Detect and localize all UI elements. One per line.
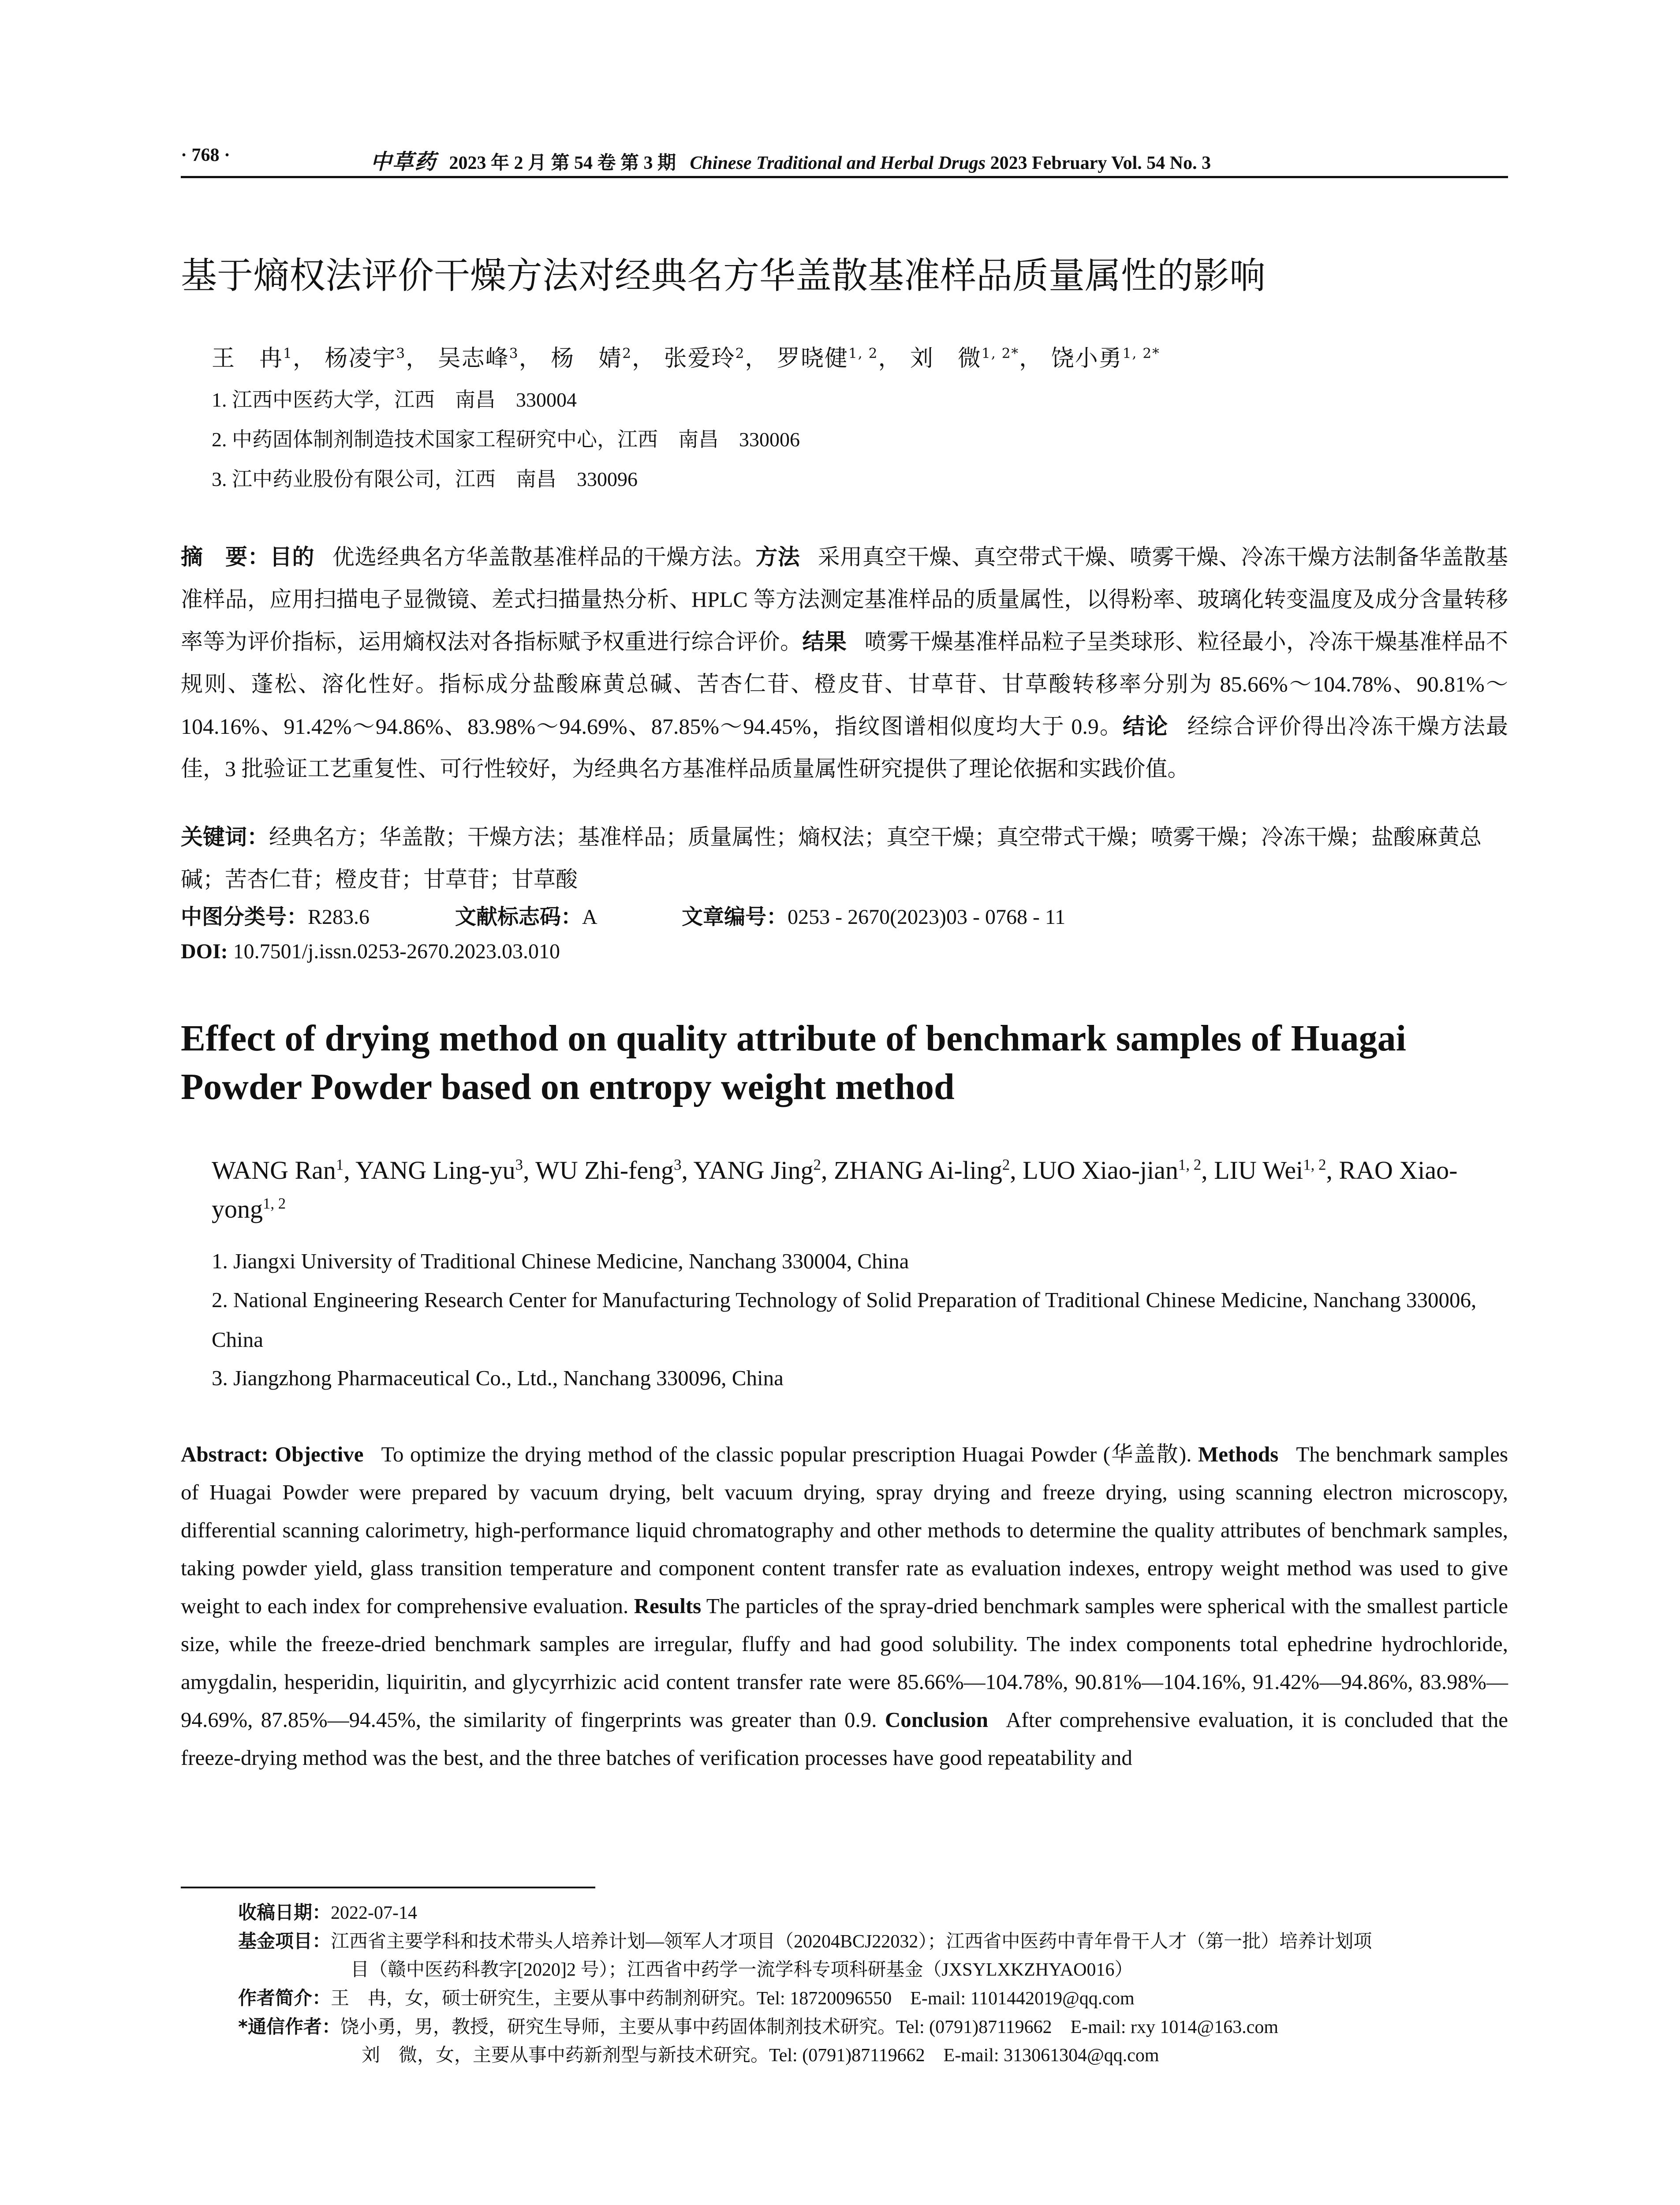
author-cn: 杨 婧$^2$ [551, 345, 632, 372]
classification-line [181, 900, 1065, 930]
doc-code-label: 文献标志码： [455, 904, 582, 929]
title-en: Effect of drying method on quality attribute of benchmark samples of Huagai Powder Powder based on entropy weight method [181, 1018, 1406, 1107]
journal-info [370, 145, 1211, 175]
author-en: LIU Wei$^{1, 2}$ [1214, 1156, 1326, 1185]
received-date: 收稿日期：2022-07-14 [238, 1902, 417, 1923]
journal-name-en: Chinese Traditional and Herbal Drugs [690, 153, 986, 173]
title-cn: 基于熵权法评价干燥方法对经典名方华盖散基准样品质量属性的影响 [181, 255, 1266, 297]
abstract-en [181, 1435, 1508, 1777]
affiliation-cn: 1. 江西中医药大学，江西 南昌 330004 [212, 389, 577, 411]
abstract-label: 摘 要： [181, 544, 270, 570]
objective-text-en: To optimize the drying method of the classic popular prescription Huagai Powder (华盖散). [381, 1442, 1192, 1466]
running-header [181, 140, 1508, 178]
doi-label: DOI: [181, 940, 228, 963]
footnotes [238, 1899, 1508, 2070]
keywords-cn [181, 816, 1508, 901]
author-en: WU Zhi-feng$^3$ [535, 1156, 682, 1185]
methods-label: 方法 [755, 544, 800, 570]
affiliation-en: 2. National Engineering Research Center for Manufacturing Technology of Solid Preparation of Traditional Chinese Medicine, Nanchang 330006, China [212, 1288, 1477, 1352]
corresponding-author: *通信作者：饶小勇，男，教授，研究生导师，主要从事中药固体制剂技术研究。Tel: (0791)87119662 E-mail: rxy 1014@163.com [238, 2016, 1279, 2037]
author-en: LUO Xiao-jian$^{1, 2}$ [1023, 1156, 1202, 1185]
affiliation-en: 3. Jiangzhong Pharmaceutical Co., Ltd., Nanchang 330096, China [212, 1366, 784, 1390]
abstract-objective-label: Abstract: Objective [181, 1442, 364, 1466]
page-number: · 768 · [181, 145, 231, 165]
footnote-rule [181, 1887, 595, 1888]
author-cn: 王 冉$^1$ [212, 345, 293, 372]
author-en: RAO Xiao-yong$^{1, 2}$ [212, 1156, 1458, 1223]
authors-cn: 王 冉$^1$， 杨凌宇$^3$， 吴志峰$^3$， 杨 婧$^2$， 张爱玲$^2$， 罗晓健$^{1, 2}$， 刘 微$^{1, 2*}$， 饶小勇$^{1, 2*}$ [212, 345, 1160, 372]
abstract-cn [181, 536, 1508, 790]
results-label: 结果 [802, 629, 847, 654]
affiliation-cn: 3. 江中药业股份有限公司，江西 南昌 330096 [212, 468, 638, 490]
keywords-label: 关键词： [181, 824, 269, 850]
author-en: WANG Ran$^1$ [212, 1156, 344, 1185]
issue-cn: 2023 年 2 月 第 54 卷 第 3 期 [449, 153, 676, 173]
fund-info-cont: 目（赣中医药科教字[2020]2 号）；江西省中药学一流学科专项科研基金（JXSYLXKZHYAO016） [351, 1960, 1133, 1980]
results-text: 喷雾干燥基准样品粒子呈类球形、粒径最小，冷冻干燥基准样品不规则、蓬松、溶化性好。指标成分盐酸麻黄总碱、苦杏仁苷、橙皮苷、甘草苷、甘草酸转移率分别为 85.66%～104.78%、90.81%～104.16%、91.42%～94.86%、83.98%～94.69%、87.85%～94.45%，指纹图谱相似度均大于 0.9。 [181, 629, 1508, 739]
clc-value: R283.6 [308, 905, 370, 929]
objective-text: 优选经典名方华盖散基准样品的干燥方法。 [332, 545, 756, 569]
affiliation-cn: 2. 中药固体制剂制造技术国家工程研究中心，江西 南昌 330006 [212, 428, 800, 451]
keywords-text: 经典名方；华盖散；干燥方法；基准样品；质量属性；熵权法；真空干燥；真空带式干燥；喷雾干燥；冷冻干燥；盐酸麻黄总碱；苦杏仁苷；橙皮苷；甘草苷；甘草酸 [181, 825, 1482, 892]
author-cn: 吴志峰$^3$ [437, 345, 519, 372]
author-cn: 饶小勇$^{1, 2*}$ [1051, 345, 1160, 372]
author-cn: 杨凌宇$^3$ [325, 345, 406, 372]
conclusion-text: 经综合评价得出冷冻干燥方法最佳，3 批验证工艺重复性、可行性较好，为经典名方基准样品质量属性研究提供了理论依据和实践价值。 [181, 714, 1508, 781]
methods-text: 采用真空干燥、真空带式干燥、喷雾干燥、冷冻干燥方法制备华盖散基准样品，应用扫描电子显微镜、差式扫描量热分析、HPLC 等方法测定基准样品的质量属性，以得粉率、玻璃化转变温度及成分含量转移率等为评价指标，运用熵权法对各指标赋予权重进行综合评价。 [181, 545, 1508, 654]
author-cn: 刘 微$^{1, 2*}$ [910, 345, 1019, 372]
results-label-en: Results [634, 1594, 702, 1618]
author-en: YANG Jing$^2$ [693, 1156, 821, 1185]
journal-logo-cn: 中草药 [370, 149, 437, 174]
issue-en: 2023 February Vol. 54 No. 3 [990, 153, 1211, 173]
doi-value[interactable]: 10.7501/j.issn.0253-2670.2023.03.010 [233, 940, 560, 963]
authors-en: WANG Ran$^1$, YANG Ling-$yu^3$, WU Zhi-feng$^3$, YANG Jing$^2$, ZHANG Ai-ling$^2$, LUO Xiao-jian$^{1, 2}$, LIU Wei$^{1, 2}$, RAO Xiao-yong$^{1, 2}$ [212, 1156, 1458, 1223]
article-number-value: 0253 - 2670(2023)03 - 0768 - 11 [788, 905, 1066, 929]
corresponding-author-2: 刘 微，女，主要从事中药新剂型与新技术研究。Tel: (0791)87119662 E-mail: 313061304@qq.com [362, 2045, 1159, 2066]
conclusion-label: 结论 [1123, 714, 1169, 739]
fund-info: 基金项目：江西省主要学科和技术带头人培养计划—领军人才项目（20204BCJ22032）；江西省中医药中青年骨干人才（第一批）培养计划项 [238, 1930, 1372, 1952]
author-en: YANG Ling-$yu^3$ [355, 1156, 523, 1185]
article-number-label: 文章编号： [682, 904, 788, 929]
author-en: ZHANG Ai-ling$^2$ [834, 1156, 1010, 1185]
doi-line [181, 939, 560, 964]
affiliation-en: 1. Jiangxi University of Traditional Chinese Medicine, Nanchang 330004, China [212, 1249, 909, 1273]
conclusion-text-en: After comprehensive evaluation, it is concluded that the freeze-drying method was the best, and the three batches of verification processes have good repeatability and [181, 1708, 1508, 1770]
doc-code-value: A [582, 905, 597, 929]
objective-label: 目的 [270, 544, 315, 570]
conclusion-label-en: Conclusion [885, 1708, 989, 1732]
author-bio: 作者简介：王 冉，女，硕士研究生，主要从事中药制剂研究。Tel: 18720096550 E-mail: 1101442019@qq.com [238, 1987, 1135, 2009]
author-cn: 罗晓健$^{1, 2}$ [777, 345, 878, 372]
results-text-en: The particles of the spray-dried benchmark samples were spherical with the smallest particle size, while the freeze-dried benchmark samples are irregular, fluffy and had good solubility. The index components total ephedrine hydrochloride, amygdalin, hesperidin, liquiritin, and glycyrrhizic acid content transfer rate were 85.66%—104.78%, 90.81%—104.16%, 91.42%—94.86%, 83.98%—94.69%, 87.85%—94.45%, the similarity of fingerprints was greater than 0.9. [181, 1594, 1508, 1732]
header-rule [181, 176, 1508, 178]
clc-label: 中图分类号： [181, 904, 308, 929]
methods-text-en: The benchmark samples of Huagai Powder were prepared by vacuum drying, belt vacuum drying, spray drying and freeze drying, using scanning electron microscopy, differential scanning calorimetry, high-performance liquid chromatography and other methods to determine the quality attributes of benchmark samples, taking powder yield, glass transition temperature and component content transfer rate as evaluation indexes, entropy weight method was used to give weight to each index for comprehensive evaluation. [181, 1442, 1508, 1618]
author-cn: 张爱玲$^2$ [664, 345, 745, 372]
methods-label-en: Methods [1198, 1442, 1279, 1466]
